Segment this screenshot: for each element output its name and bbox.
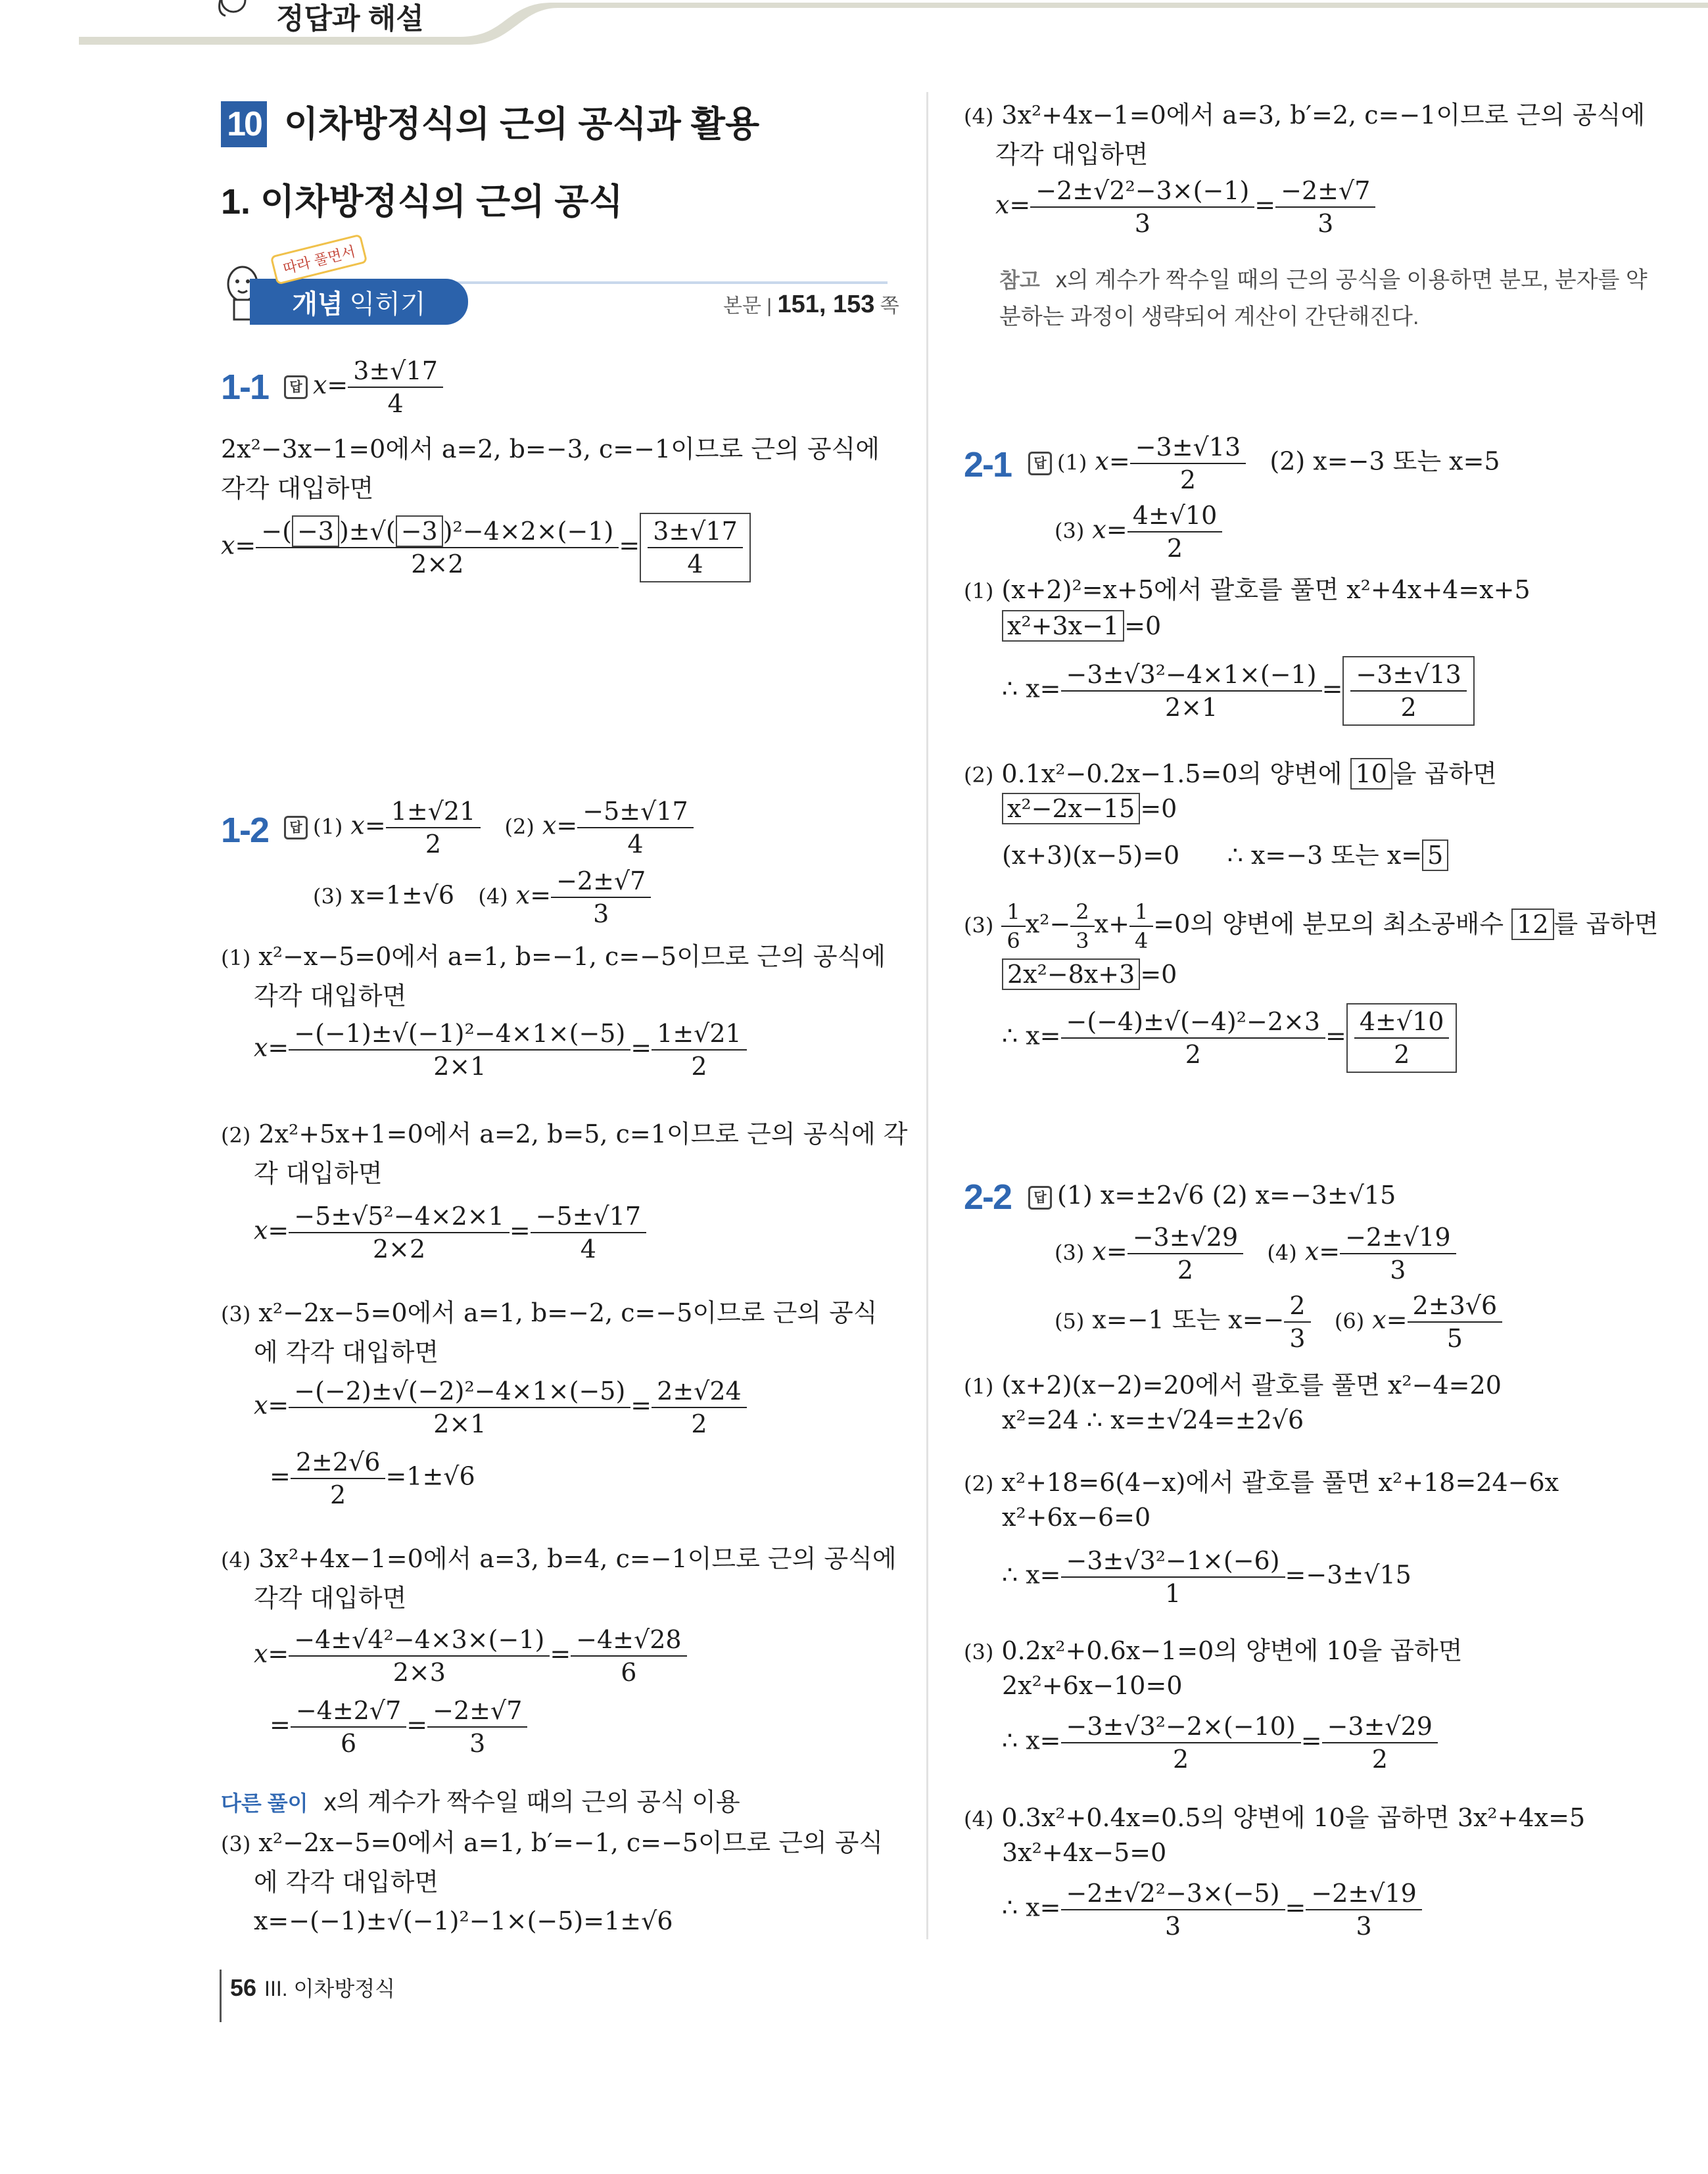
lhs: x= — [221, 531, 256, 560]
label: (1) — [964, 1374, 994, 1399]
formula-line: = $\frac{2\pm 2√6}{2}$ =1±√6 — [270, 1448, 475, 1509]
text: 3x²+4x−1=0에서 a=3, b=4, c=−1이므로 근의 공식에 — [258, 1544, 897, 1573]
part: )²−4×2×(−1) — [442, 517, 614, 546]
footer — [230, 1972, 395, 2002]
label: (4) — [478, 884, 508, 909]
value: (1) x=±2√6 (2) x=−3±√15 — [1057, 1181, 1396, 1210]
text: 0.2x²+0.6x−1=0의 양변에 10을 곱하면 — [1001, 1636, 1463, 1665]
header-banner — [0, 0, 1708, 53]
blank-box: x²−2x−15 — [1002, 793, 1140, 824]
text-line: 3x²+4x−5=0 — [1002, 1838, 1167, 1867]
formula-line: ∴ x= $\frac{\text{−2±√2²−3×(−5)}}{3}$ = $\frac{-2\pm√19}{3}$ — [1002, 1879, 1422, 1941]
page-reference — [723, 289, 899, 319]
text: =0의 양변에 분모의 최소공배수 — [1153, 909, 1504, 939]
text-line: 2x²−3x−1=0에서 a=2, b=−3, c=−1이므로 근의 공식에 — [221, 435, 880, 463]
answer-line — [284, 797, 694, 859]
text: 3x²+4x−1=0에서 a=3, b′=2, c=−1이므로 근의 공식에 — [1001, 101, 1646, 130]
text-line: 각각 대입하면 — [254, 1584, 407, 1613]
fraction-den: 3 — [1076, 928, 1089, 953]
fraction-den: 3 — [593, 899, 609, 928]
formula-line — [221, 513, 751, 582]
label: (4) — [1267, 1240, 1297, 1265]
label: (1) — [313, 814, 343, 839]
fraction-num: 1±√21 — [652, 1019, 747, 1051]
lhs: x= — [1092, 515, 1127, 544]
lhs: x= — [254, 1033, 289, 1062]
header-shape — [0, 0, 1708, 53]
fraction-den: 2 — [1185, 1040, 1201, 1069]
fraction-num: 4±√10 — [1354, 1007, 1450, 1039]
fraction-den: 3 — [1317, 209, 1334, 238]
note-line — [999, 298, 1419, 331]
label: (3) — [1055, 518, 1085, 544]
text-line: x²+6x−6=0 — [1002, 1503, 1151, 1532]
fraction-den: 3 — [1134, 209, 1151, 238]
text: x²−2x−5=0에서 a=1, b′=−1, c=−5이므로 근의 공식 — [258, 1828, 884, 1857]
text-line: 각각 대입하면 — [254, 981, 407, 1010]
label: (3) — [221, 1831, 251, 1856]
ref-pages: 151, 153 — [777, 291, 875, 318]
chapter-number-badge: 10 — [221, 101, 267, 147]
fraction-den: 6 — [621, 1658, 637, 1687]
blank-box: 5 — [1422, 839, 1448, 871]
concept-tab-label: 익히기 — [349, 289, 426, 319]
text-line — [964, 753, 1497, 790]
answer-line — [1055, 1291, 1502, 1353]
problem-number: 2-2 — [964, 1177, 1012, 1217]
text: x²−2x−5=0에서 a=1, b=−2, c=−5이므로 근의 공식 — [258, 1298, 878, 1327]
fraction-num: −5±√17 — [531, 1202, 646, 1233]
text-line: 에 각각 대입하면 — [254, 1338, 439, 1367]
formula-line: x= $\frac{\text{−2±√2²−3×(−1)}}{3}$ = $\frac{-2\pm√7}{3}$ — [995, 176, 1375, 238]
answer-icon: 답 — [1028, 1186, 1052, 1210]
formula-line: x=−(−1)±√(−1)²−1×(−5)=1±√6 — [254, 1906, 673, 1935]
fraction-num: 4±√10 — [1127, 501, 1223, 532]
tab-sticker: 따라 풀면서 — [270, 233, 368, 285]
fraction-den: 4 — [387, 389, 404, 418]
label: (1) — [964, 579, 994, 603]
text-line: 각 대입하면 — [254, 1159, 383, 1188]
label: (3) — [221, 1302, 251, 1327]
fraction-num: 3±√17 — [348, 356, 443, 388]
text-line: x²=24 ∴ x=±√24=±2√6 — [1002, 1406, 1304, 1434]
alt-text: x의 계수가 짝수일 때의 근의 공식 이용 — [323, 1789, 740, 1816]
label: (2) — [504, 814, 534, 839]
label: (4) — [964, 1807, 994, 1831]
fraction-num: −2±√2²−3×(−1) — [1030, 176, 1254, 208]
lhs: x= — [313, 370, 348, 400]
fraction-num: 1±√21 — [386, 797, 481, 828]
fraction-den: 2×2 — [372, 1235, 426, 1264]
answer-icon: 답 — [284, 375, 308, 399]
tail: =0 — [1124, 611, 1162, 640]
fraction-den: 2×1 — [433, 1052, 486, 1081]
fraction-num: −5±√5²−4×2×1 — [289, 1202, 510, 1233]
text-line — [221, 1538, 897, 1574]
fraction-den: 4 — [580, 1235, 596, 1264]
formula-line: x= $\frac{\text{−(−1)±√(−1)²−4×1×(−5)}}{2\times 1}$ = $\frac{1\pm√21}{2}$ — [254, 1019, 747, 1081]
fraction-num: −(−2)±√(−2)²−4×1×(−5) — [289, 1377, 630, 1408]
formula-line: x= $\frac{\text{−(−2)±√(−2)²−4×1×(−5)}}{2\times 1}$ = $\frac{2\pm√24}{2}$ — [254, 1377, 747, 1438]
formula-line — [964, 899, 1658, 953]
fraction-num: −(−1)±√(−1)²−4×1×(−5) — [289, 1019, 630, 1051]
fraction-den: 3 — [1289, 1324, 1306, 1353]
fraction-den: 2×1 — [433, 1409, 486, 1438]
value: x=−1 또는 x=− — [1092, 1305, 1285, 1335]
tail: =−3±√15 — [1285, 1560, 1411, 1590]
text-line — [964, 1462, 1559, 1498]
part: −( — [261, 517, 292, 546]
tab-rule — [434, 281, 888, 284]
text: x²−x−5=0에서 a=1, b=−1, c=−5이므로 근의 공식에 — [258, 942, 886, 971]
result-box — [1342, 656, 1474, 726]
note-line — [999, 262, 1648, 294]
text-line — [964, 569, 1530, 605]
text-line — [1002, 960, 1177, 989]
problem-number: 1-1 — [221, 367, 269, 407]
fraction-den: 2 — [330, 1480, 346, 1509]
ref-prefix: 본문 | — [723, 295, 772, 317]
value: x=1±√6 — [350, 880, 455, 910]
lhs: x= — [254, 1216, 289, 1245]
blank-box: −3 — [292, 515, 339, 547]
fraction-num: 1 — [1129, 899, 1153, 927]
fraction-num: −4±2√7 — [291, 1696, 406, 1728]
blank-box: 2x²−8x+3 — [1002, 958, 1140, 990]
fraction-num: 3±√17 — [648, 517, 743, 548]
text: 를 곱하면 — [1554, 909, 1659, 939]
fraction-num: −2±√7 — [1275, 176, 1375, 208]
answer-line — [1055, 1223, 1456, 1285]
fraction-num: −2±√7 — [427, 1696, 527, 1728]
fraction-den: 2 — [1179, 465, 1197, 494]
lhs: x= — [1304, 1237, 1340, 1266]
fraction-num: 1 — [1001, 899, 1025, 927]
pencil-icon — [214, 0, 253, 26]
value: (2) x=−3 또는 x=5 — [1269, 446, 1500, 476]
label: (6) — [1334, 1308, 1365, 1334]
label: (3) — [313, 884, 343, 909]
answer-line — [284, 356, 443, 418]
answer-line — [1055, 501, 1222, 563]
lhs: x= — [542, 811, 578, 840]
section-title: 1. 이차방정식의 근의 공식 — [221, 182, 623, 222]
text-line — [964, 1365, 1502, 1401]
fraction-num: 2±3√6 — [1408, 1291, 1503, 1323]
footer-chapter: III. 이차방정식 — [264, 1977, 396, 2000]
text: 을 곱하면 — [1392, 759, 1497, 788]
text: (x+3)(x−5)=0 — [1002, 841, 1180, 870]
formula-line: ∴ x= $\frac{\text{−3±√3²−2×(−10)}}{2}$ = $\frac{-3\pm√29}{2}$ — [1002, 1712, 1438, 1774]
chapter-title: 이차방정식의 근의 공식과 활용 — [284, 105, 760, 144]
fraction-num: −3±√29 — [1322, 1712, 1438, 1743]
answer-icon: 답 — [1028, 452, 1052, 475]
text-line — [964, 1630, 1463, 1666]
fraction-num: −2±√2²−3×(−5) — [1061, 1879, 1285, 1910]
text: (x+2)(x−2)=20에서 괄호를 풀면 x²−4=20 — [1001, 1371, 1502, 1400]
fraction-den: 2 — [691, 1409, 707, 1438]
text: x²+18=6(4−x)에서 괄호를 풀면 x²+18=24−6x — [1001, 1468, 1559, 1497]
fraction-den: 3 — [1390, 1256, 1406, 1285]
fraction-num: −2±√19 — [1306, 1879, 1421, 1910]
ref-suffix: 쪽 — [880, 295, 899, 317]
blank-box: x²+3x−1 — [1002, 610, 1124, 642]
fraction-den: 4 — [687, 550, 703, 579]
label: (1) — [221, 945, 251, 970]
text: 2x²+5x+1=0에서 a=2, b=5, c=1이므로 근의 공식에 각 — [258, 1120, 908, 1148]
result-box — [1346, 1003, 1458, 1073]
page-number: 56 — [230, 1974, 257, 2001]
text: x+ — [1094, 909, 1129, 939]
fraction-den: 5 — [1446, 1324, 1463, 1353]
fraction-num: 2 — [1284, 1291, 1310, 1323]
header-title: 정답과 해설 — [276, 3, 424, 35]
lhs: x= — [254, 1390, 289, 1420]
fraction-num: −5±√17 — [577, 797, 693, 828]
answer-line — [313, 866, 651, 928]
lhs: ∴ x= — [1002, 1893, 1061, 1922]
fraction-den: 2×3 — [392, 1658, 446, 1687]
formula-line: ∴ x= $\frac{\text{−3±√3²−4×1×(−1)}}{2\times 1}$ = $\frac{-3\pm√13}{2}$ — [1002, 656, 1475, 726]
answer-icon: 답 — [284, 816, 308, 839]
fraction-den: 3 — [469, 1729, 486, 1758]
column-divider — [926, 92, 928, 1939]
text-line — [964, 95, 1645, 131]
concept-tab-bold: 개념 — [292, 289, 343, 319]
text: (x+2)²=x+5에서 괄호를 풀면 x²+4x+4=x+5 — [1001, 575, 1530, 604]
text-line — [964, 1797, 1585, 1833]
text-line — [1002, 611, 1161, 640]
fraction-num: 2±√24 — [652, 1377, 747, 1408]
fraction-num: −3±√3²−4×1×(−1) — [1061, 660, 1322, 692]
label: (3) — [964, 912, 994, 938]
formula-line: = $\frac{-4\pm 2√7}{6}$ = $\frac{-2\pm√7}{3}$ — [270, 1696, 527, 1758]
text-line: 2x²+6x−10=0 — [1002, 1671, 1183, 1700]
fraction-den: 2 — [1173, 1745, 1189, 1774]
lhs: ∴ x= — [1002, 1021, 1061, 1051]
text-line: 각각 대입하면 — [995, 140, 1149, 169]
alt-tag: 다른 풀이 — [221, 1791, 308, 1815]
fraction-den: 2 — [1394, 1040, 1410, 1069]
text: 0.1x²−0.2x−1.5=0의 양변에 — [1001, 759, 1342, 788]
text-line — [221, 1292, 878, 1329]
answer-line — [1028, 1181, 1396, 1210]
tail: =0 — [1140, 794, 1177, 823]
fraction-num: −3±√13 — [1130, 433, 1246, 464]
fraction-num: 2±2√6 — [291, 1448, 386, 1479]
formula-line: ∴ x= $\frac{\text{−(−4)±√(−4)²−2×3}}{2}$ = $\frac{4\pm√10}{2}$ — [1002, 1003, 1457, 1073]
fraction-den: 2 — [1177, 1256, 1194, 1285]
label: (4) — [221, 1548, 251, 1572]
lhs: x= — [1095, 446, 1130, 476]
lhs: x= — [254, 1639, 289, 1668]
label: (2) — [964, 1471, 994, 1496]
lhs: x= — [515, 880, 552, 910]
label: (4) — [964, 104, 994, 129]
text-line: 에 각각 대입하면 — [254, 1868, 439, 1897]
text-line — [1002, 794, 1177, 823]
lhs: x= — [1372, 1305, 1408, 1335]
lhs: x= — [350, 811, 386, 840]
fraction-den: 4 — [627, 830, 644, 859]
fraction-num: −2±√19 — [1340, 1223, 1456, 1254]
formula-line — [1002, 1546, 1411, 1608]
formula-line: x= $\frac{\text{−4±√4²−4×3×(−1)}}{2\times 3}$ = $\frac{-4\pm√28}{6}$ — [254, 1625, 687, 1687]
text-line — [221, 1114, 907, 1150]
fraction-num: −3±√3²−2×(−10) — [1061, 1712, 1301, 1743]
label: (3) — [964, 1640, 994, 1665]
fraction-den: 4 — [1134, 928, 1149, 953]
text-line — [221, 1822, 883, 1858]
fraction-den: 2 — [1400, 693, 1417, 722]
fraction-den: 1 — [1164, 1579, 1181, 1608]
label: (2) — [964, 763, 994, 788]
text: ∴ x=−3 또는 x= — [1227, 841, 1423, 870]
lhs: ∴ x= — [1002, 1726, 1061, 1755]
note-text: x의 계수가 짝수일 때의 근의 공식을 이용하면 분모, 분자를 약 — [1056, 268, 1648, 293]
text-line — [221, 936, 886, 972]
formula-line: x= $\frac{\text{−5±√5²−4×2×1}}{2\times 2}$ = $\frac{-5\pm√17}{4}$ — [254, 1202, 646, 1264]
fraction-den: 2 — [1371, 1745, 1388, 1774]
fraction-den: 2 — [691, 1052, 707, 1081]
result-box — [640, 513, 751, 582]
text: 0.3x²+0.4x=0.5의 양변에 10을 곱하면 3x²+4x=5 — [1001, 1803, 1586, 1832]
answer-line — [1028, 433, 1500, 494]
text-line: 각각 대입하면 — [221, 474, 374, 503]
fraction-den: 2 — [425, 830, 442, 859]
tail: =1±√6 — [385, 1461, 475, 1491]
label: (5) — [1055, 1308, 1085, 1334]
fraction-num: −3±√3²−1×(−6) — [1061, 1546, 1285, 1578]
fraction-num: −4±√28 — [571, 1625, 686, 1657]
text: x²− — [1025, 909, 1071, 939]
label: (1) — [1057, 450, 1087, 475]
alt-solution-heading — [221, 1782, 740, 1818]
eq: = — [619, 531, 640, 560]
concept-tab — [250, 279, 468, 325]
fraction-den: 6 — [340, 1729, 357, 1758]
blank-box: 10 — [1350, 758, 1392, 790]
fraction-den: 2×1 — [1164, 693, 1218, 722]
problem-number: 1-2 — [221, 811, 269, 850]
fraction-num — [256, 517, 619, 548]
fraction-num: 2 — [1070, 899, 1094, 927]
fraction-den: 6 — [1007, 928, 1020, 953]
lhs: x= — [995, 190, 1031, 220]
fraction-num: −2±√7 — [551, 866, 651, 898]
label: (2) — [221, 1123, 251, 1148]
blank-box: 12 — [1511, 909, 1554, 940]
tail: =0 — [1140, 960, 1177, 989]
text-line — [1002, 835, 1448, 871]
fraction-num: −(−4)±√(−4)²−2×3 — [1061, 1007, 1326, 1039]
footer-bar — [220, 1970, 222, 2022]
fraction-den: 2 — [1166, 534, 1183, 563]
fraction-den: 3 — [1356, 1912, 1372, 1941]
fraction-num: −3±√29 — [1127, 1223, 1243, 1254]
lhs: ∴ x= — [1002, 1560, 1061, 1590]
problem-number: 2-1 — [964, 445, 1012, 484]
note-tag: 참고 — [999, 268, 1040, 292]
lhs: x= — [1092, 1237, 1127, 1266]
part: )±√( — [339, 517, 396, 546]
lhs: ∴ x= — [1002, 674, 1061, 703]
fraction-den: 2×2 — [411, 550, 464, 579]
blank-box: −3 — [396, 515, 443, 547]
note-text: 분하는 과정이 생략되어 계산이 간단해진다. — [999, 304, 1419, 329]
label: (3) — [1055, 1240, 1085, 1265]
fraction-num: −4±√4²−4×3×(−1) — [289, 1625, 550, 1657]
fraction-den: 3 — [1164, 1912, 1181, 1941]
fraction-num: −3±√13 — [1350, 660, 1466, 692]
